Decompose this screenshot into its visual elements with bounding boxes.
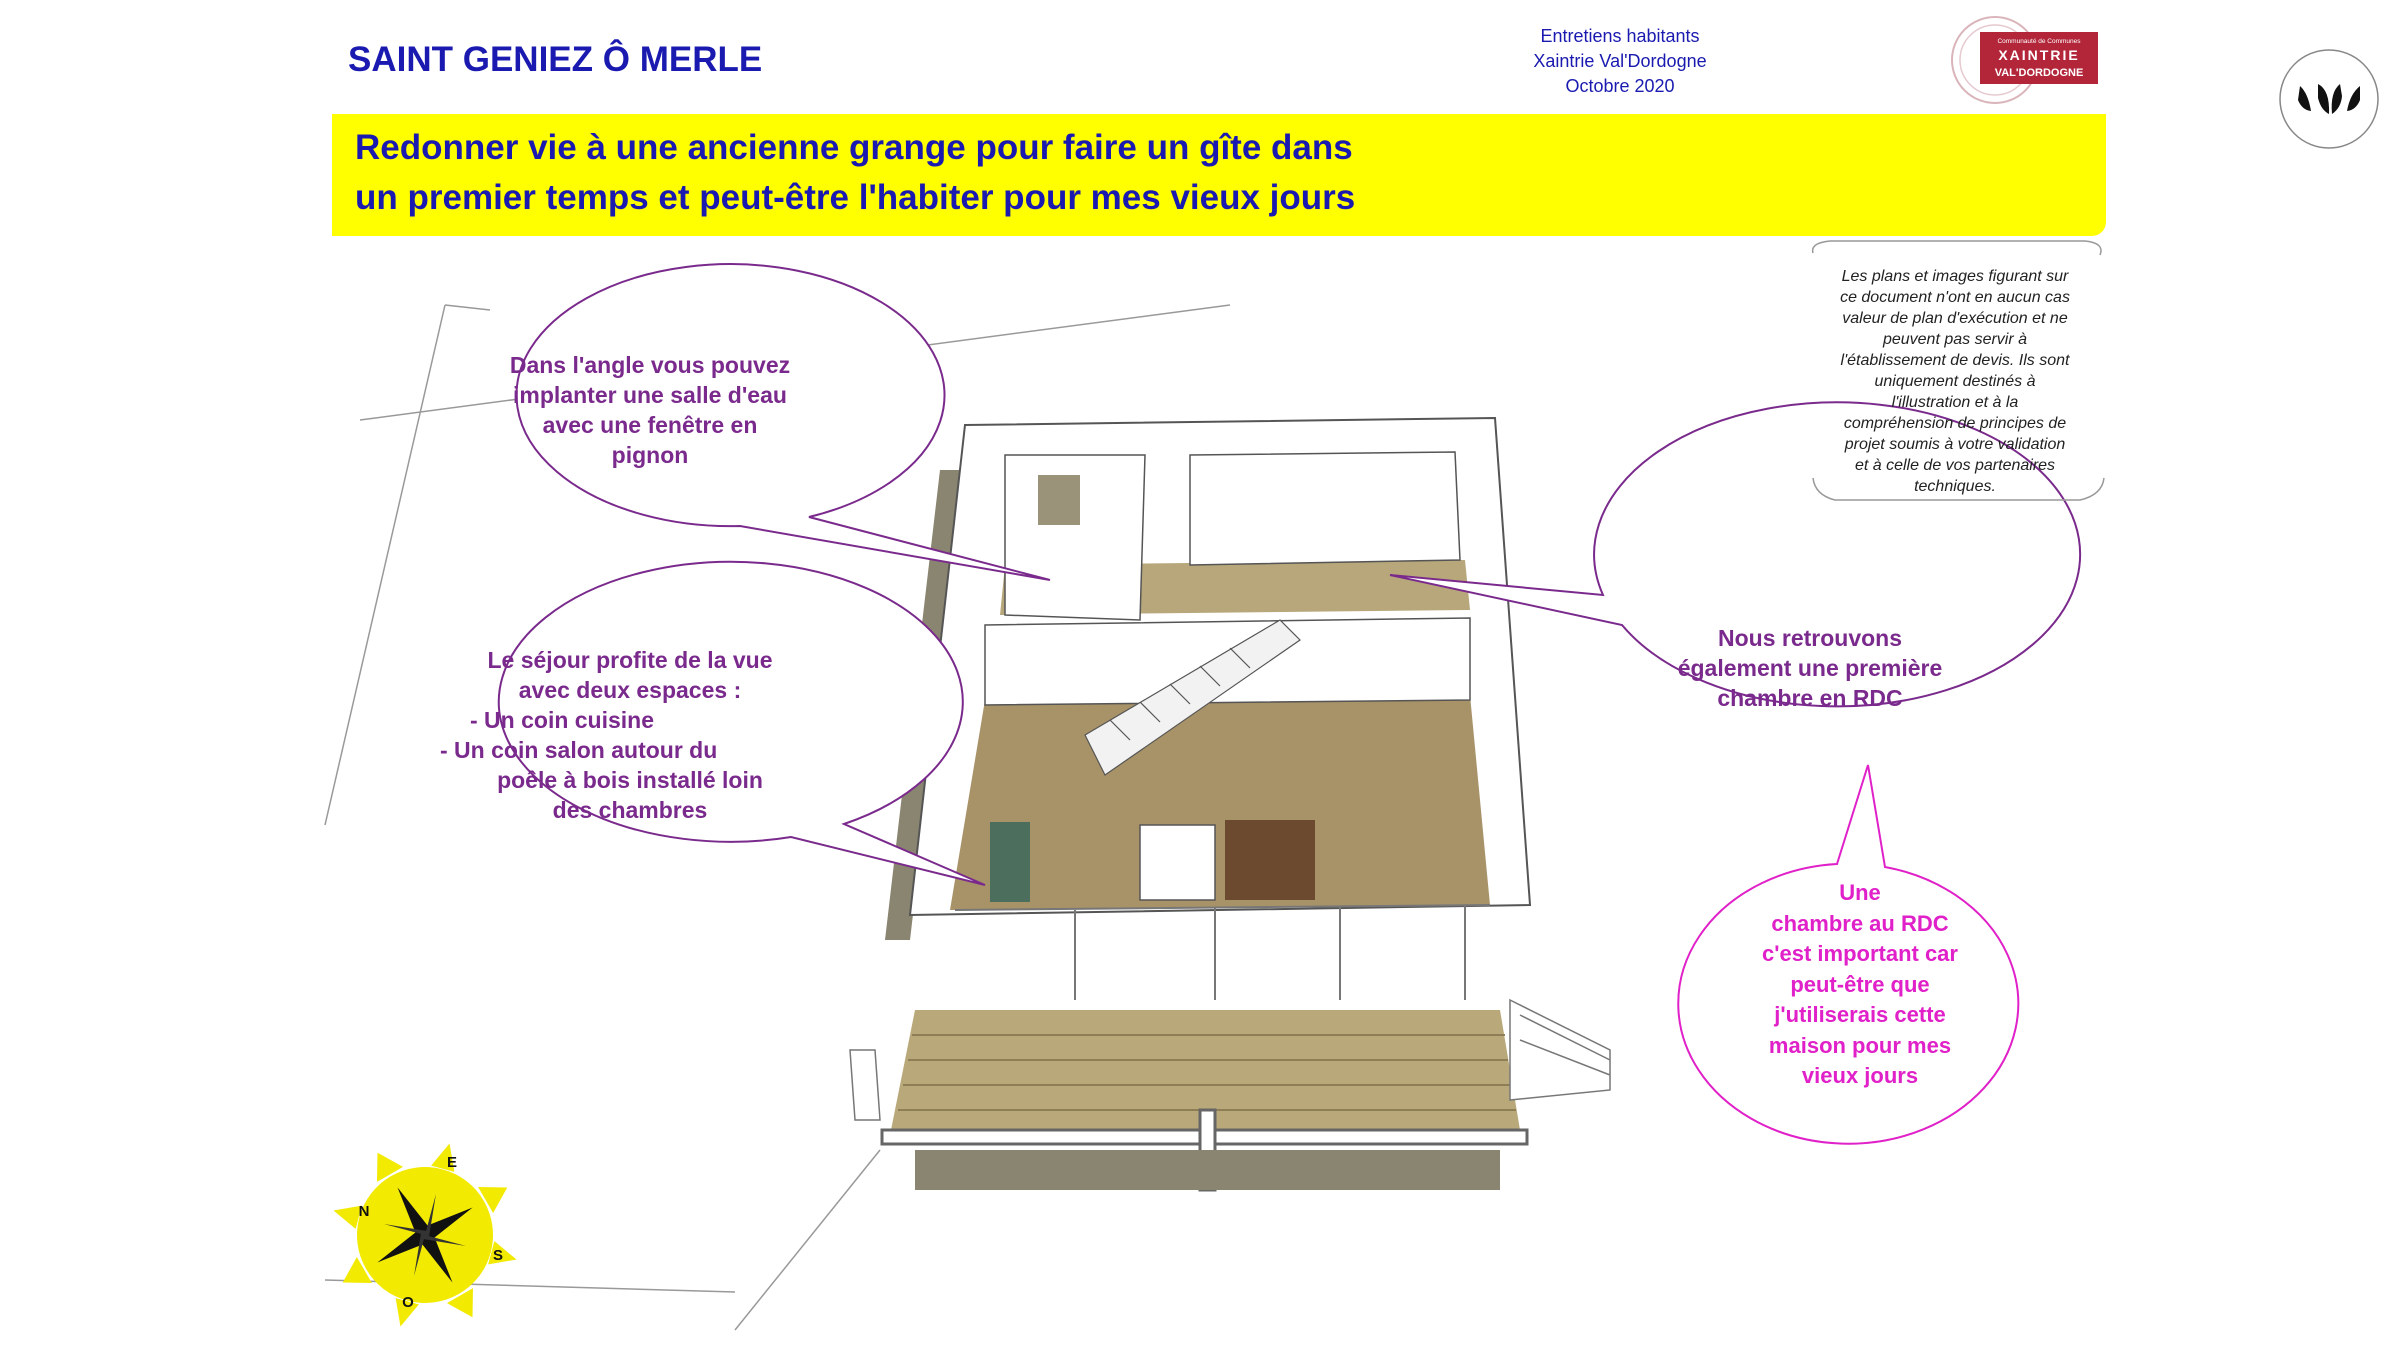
header-info-line: Xaintrie Val'Dordogne xyxy=(1533,51,1707,71)
xaintrie-logo xyxy=(1950,10,2100,110)
window-stone xyxy=(1038,475,1080,525)
bubble-sejour-text xyxy=(440,645,820,825)
bubble-chambre-text xyxy=(1615,623,2005,713)
header-info-line: Octobre 2020 xyxy=(1565,76,1675,96)
bubble-line: également une première xyxy=(1677,655,1943,681)
headline-line: Redonner vie à une ancienne grange pour faire un gîte dans xyxy=(355,128,1353,167)
bubble-list-item: - Un coin salon autour du xyxy=(440,737,718,763)
headline-line: un premier temps et peut-être l'habiter pour mes vieux jours xyxy=(355,178,1356,217)
disclaimer-line: valeur de plan d'exécution et ne xyxy=(1842,310,2068,327)
bubble-line: chambre au RDC xyxy=(1771,910,1949,936)
compass xyxy=(295,1105,555,1350)
bubble-line: Nous retrouvons xyxy=(1717,625,1903,651)
bubble-line: avec une fenêtre en xyxy=(542,412,758,438)
bubble-line: chambre en RDC xyxy=(1717,685,1903,711)
bubble-line: Dans l'angle vous pouvez xyxy=(509,352,791,378)
bubble-line: avec deux espaces : xyxy=(518,677,742,703)
side-stairs xyxy=(1510,1000,1610,1100)
disclaimer-line: l'établissement de devis. Ils sont xyxy=(1840,352,2070,369)
logo-line1: XAINTRIE xyxy=(1998,47,2080,63)
logo-line2: VAL'DORDOGNE xyxy=(1994,67,2084,79)
bubble-salle-eau-text xyxy=(470,350,830,470)
disclaimer-line: et à celle de vos partenaires xyxy=(1854,457,2056,474)
bubble-line: Une xyxy=(1839,880,1881,905)
bubble-line: des chambres xyxy=(552,797,708,823)
bubble-line: implanter une salle d'eau xyxy=(513,382,787,408)
bubble-line: vieux jours xyxy=(1801,1063,1919,1088)
stone-foundation xyxy=(915,1150,1500,1190)
side-block xyxy=(850,1050,880,1120)
header-info-line: Entretiens habitants xyxy=(1540,26,1700,46)
bubble-line: Le séjour profite de la vue xyxy=(487,647,773,673)
disclaimer-line: ce document n'ont en aucun cas xyxy=(1840,289,2070,306)
bubble-list-item: - Un coin cuisine xyxy=(470,707,655,733)
disclaimer-line: Les plans et images figurant sur xyxy=(1841,268,2069,285)
disclaimer-line: compréhension de principes de xyxy=(1843,415,2067,432)
header-info xyxy=(1470,24,1770,99)
page-title: SAINT GENIEZ Ô MERLE xyxy=(348,40,763,79)
bubble-line: maison pour mes xyxy=(1768,1032,1952,1058)
bubble-line: c'est important car xyxy=(1762,941,1958,966)
floor-living xyxy=(950,695,1490,910)
house-model xyxy=(850,418,1610,1190)
glazed-facade xyxy=(955,905,1490,1000)
compass-o: O xyxy=(402,1294,414,1311)
dining-table xyxy=(1225,820,1315,900)
bubble-line: peut-être que xyxy=(1790,971,1930,997)
disclaimer-line: uniquement destinés à xyxy=(1874,373,2036,390)
disclaimer-line: projet soumis à votre validation xyxy=(1844,436,2066,453)
kitchen-island xyxy=(1140,825,1215,900)
agency-mark-icon xyxy=(2278,48,2380,150)
bubble-quote-text xyxy=(1710,878,2010,1092)
compass-e: E xyxy=(446,1154,458,1171)
bubble-line: poêle à bois installé loin xyxy=(497,767,763,793)
bubble-line: j'utiliserais cette xyxy=(1774,1002,1946,1027)
disclaimer-text xyxy=(1810,266,2100,497)
disclaimer-line: l'illustration et à la xyxy=(1891,394,2019,411)
compass-s: S xyxy=(492,1247,504,1264)
disclaimer-line: peuvent pas servir à xyxy=(1882,331,2028,348)
compass-n: N xyxy=(358,1203,370,1220)
wood-stove xyxy=(990,822,1030,902)
logo-small-line: Communauté de Communes xyxy=(1997,38,2081,45)
disclaimer-line: techniques. xyxy=(1914,478,1996,495)
bubble-line: pignon xyxy=(611,442,689,468)
